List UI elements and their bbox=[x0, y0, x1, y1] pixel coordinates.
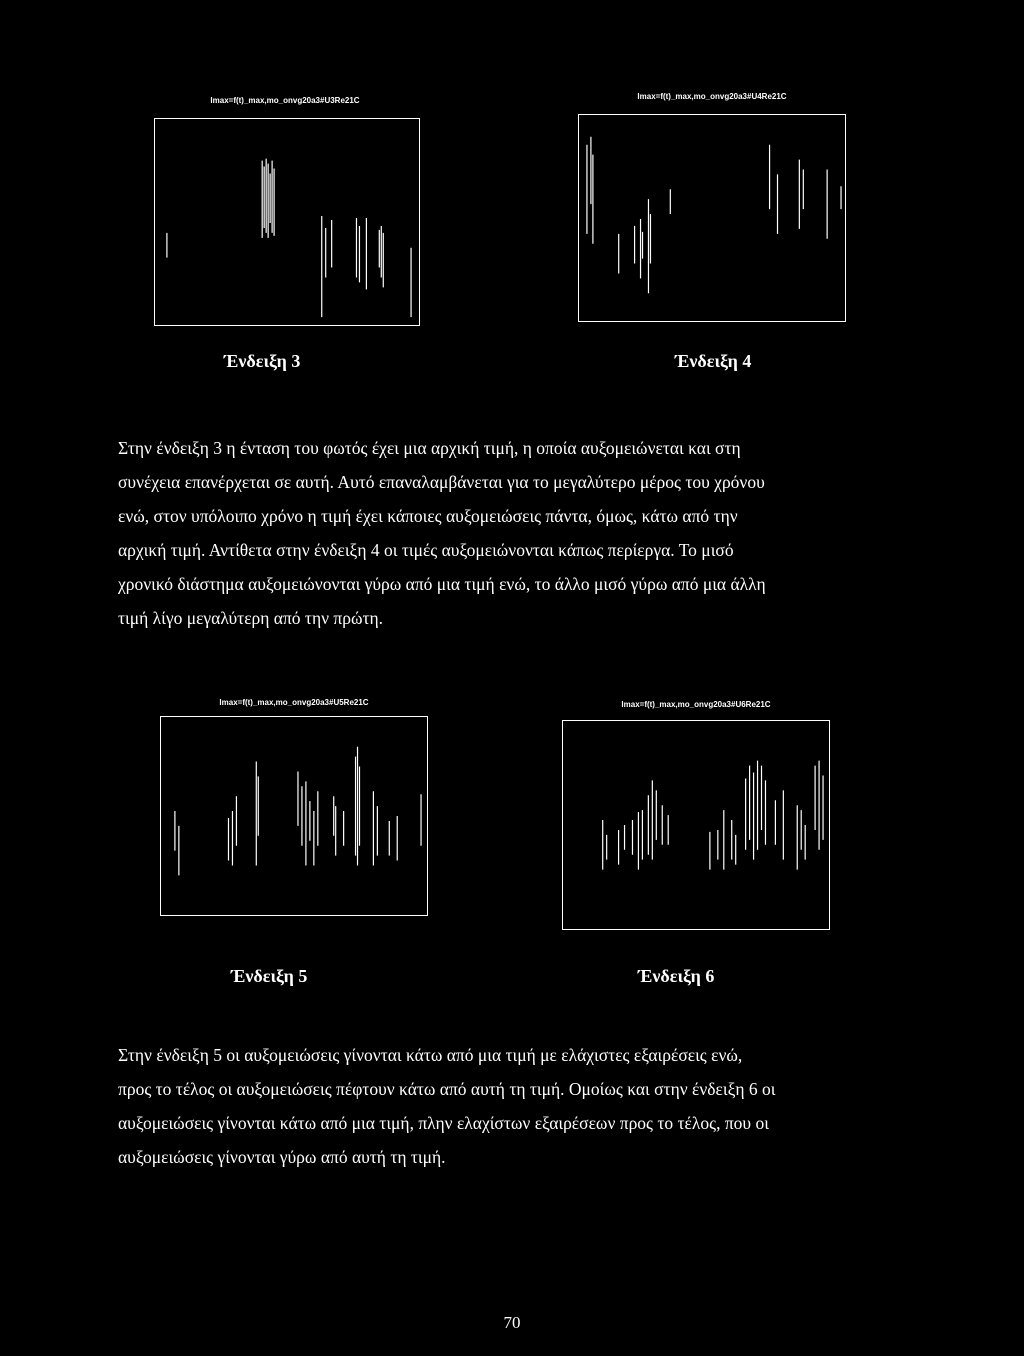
paragraph-1 bbox=[118, 431, 908, 635]
paragraph-line: Στην ένδειξη 5 οι αυξομειώσεις γίνονται κάτω από μια τιμή με ελάχιστες εξαιρέσεις ενώ, bbox=[118, 1045, 743, 1065]
paragraph-line: χρονικό διάστημα αυξομειώνονται γύρω από μια τιμή ενώ, το άλλο μισό γύρω από μια άλλη bbox=[118, 574, 766, 594]
signal-trace bbox=[155, 119, 419, 325]
paragraph-2 bbox=[118, 1038, 908, 1174]
figure-5 bbox=[160, 698, 428, 916]
signal-trace bbox=[161, 717, 427, 915]
page-number: 70 bbox=[503, 1313, 521, 1332]
plot-frame bbox=[154, 118, 420, 326]
plot-frame bbox=[578, 114, 846, 322]
paragraph-line: αυξομειώσεις γίνονται κάτω από μια τιμή, πλην ελαχίστων εξαιρέσεων προς το τέλος, που οι bbox=[118, 1113, 769, 1133]
figure-3 bbox=[150, 96, 420, 326]
plot-frame bbox=[562, 720, 830, 930]
paragraph-line: συνέχεια επανέρχεται σε αυτή. Αυτό επαναλαμβάνεται για το μεγαλύτερο μέρος του χρόνου bbox=[118, 472, 765, 492]
paragraph-line: αυξομειώσεις γίνονται γύρω από αυτή τη τιμή. bbox=[118, 1147, 446, 1167]
paragraph-line: ενώ, στον υπόλοιπο χρόνο η τιμή έχει κάποιες αυξομειώσεις πάντα, όμως, κάτω από την bbox=[118, 506, 738, 526]
plot-title: Imax=f(t)_max,mo_onvg20a3#U3Re21C bbox=[210, 96, 360, 105]
figure-4-caption: Ένδειξη 4 bbox=[675, 351, 752, 371]
plot-title: Imax=f(t)_max,mo_onvg20a3#U4Re21C bbox=[637, 92, 787, 101]
figure-4 bbox=[578, 92, 846, 322]
plot-title: Imax=f(t)_max,mo_onvg20a3#U6Re21C bbox=[621, 700, 771, 709]
figure-6-caption: Ένδειξη 6 bbox=[638, 966, 715, 986]
plot-frame bbox=[160, 716, 428, 916]
paragraph-line: αρχική τιμή. Αντίθετα στην ένδειξη 4 οι τιμές αυξομειώνονται κάπως περίεργα. Το μισό bbox=[118, 540, 734, 560]
paragraph-line: προς το τέλος οι αυξομειώσεις πέφτουν κάτω από αυτή τη τιμή. Ομοίως και στην ένδειξη 6 οι bbox=[118, 1079, 776, 1099]
signal-trace bbox=[563, 721, 829, 929]
figure-5-caption: Ένδειξη 5 bbox=[231, 966, 308, 986]
signal-trace bbox=[579, 115, 845, 321]
paragraph-line: τιμή λίγο μεγαλύτερη από την πρώτη. bbox=[118, 608, 384, 628]
plot-title: Imax=f(t)_max,mo_onvg20a3#U5Re21C bbox=[219, 698, 369, 707]
paragraph-line: Στην ένδειξη 3 η ένταση του φωτός έχει μια αρχική τιμή, η οποία αυξομειώνεται και στη bbox=[118, 438, 741, 458]
figure-6 bbox=[562, 700, 830, 930]
figure-3-caption: Ένδειξη 3 bbox=[224, 351, 301, 371]
